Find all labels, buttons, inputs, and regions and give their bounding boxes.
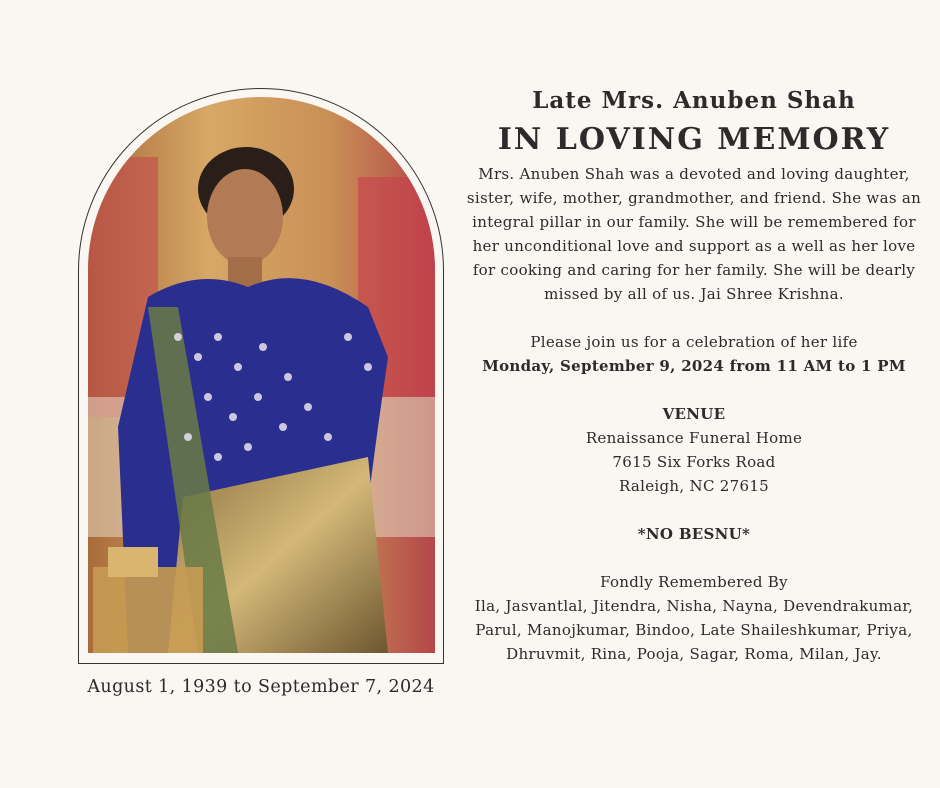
page-title: IN LOVING MEMORY bbox=[497, 122, 891, 157]
celebration-invite: Please join us for a celebration of her life bbox=[530, 333, 858, 351]
celebration-datetime: Monday, September 9, 2024 from 11 AM to 1 PM bbox=[482, 357, 906, 375]
portrait-photo bbox=[88, 97, 435, 653]
no-besnu-note: *NO BESNU* bbox=[637, 525, 751, 543]
venue-city: Raleigh, NC 27615 bbox=[618, 477, 770, 495]
remembered-names: Ila, Jasvantlal, Jitendra, Nisha, Nayna, Devendrakumar, Parul, Manojkumar, Bindoo, Late Shaileshkumar, Priya, Dhruvmit, Rina, Pooja, Sagar, Roma, Milan, Jay. bbox=[474, 597, 914, 663]
venue-name: Renaissance Funeral Home bbox=[585, 429, 803, 447]
remembered-label: Fondly Remembered By bbox=[600, 573, 788, 591]
portrait-photo-icon bbox=[88, 97, 435, 653]
memorial-text-column bbox=[464, 86, 924, 666]
tribute-paragraph: Mrs. Anuben Shah was a devoted and loving daughter, sister, wife, mother, grandmother, and friend. She was an integral pillar in our family. She will be remembered for her unconditional love and support as a well as her love for cooking and caring for her family. She will be dearly missed by all of us. Jai Shree Krishna. bbox=[466, 165, 922, 303]
memorial-body bbox=[464, 162, 924, 666]
venue-street: 7615 Six Forks Road bbox=[612, 453, 776, 471]
life-dates: August 1, 1939 to September 7, 2024 bbox=[87, 677, 435, 697]
venue-label: VENUE bbox=[662, 405, 726, 423]
deceased-name: Late Mrs. Anuben Shah bbox=[532, 87, 856, 114]
